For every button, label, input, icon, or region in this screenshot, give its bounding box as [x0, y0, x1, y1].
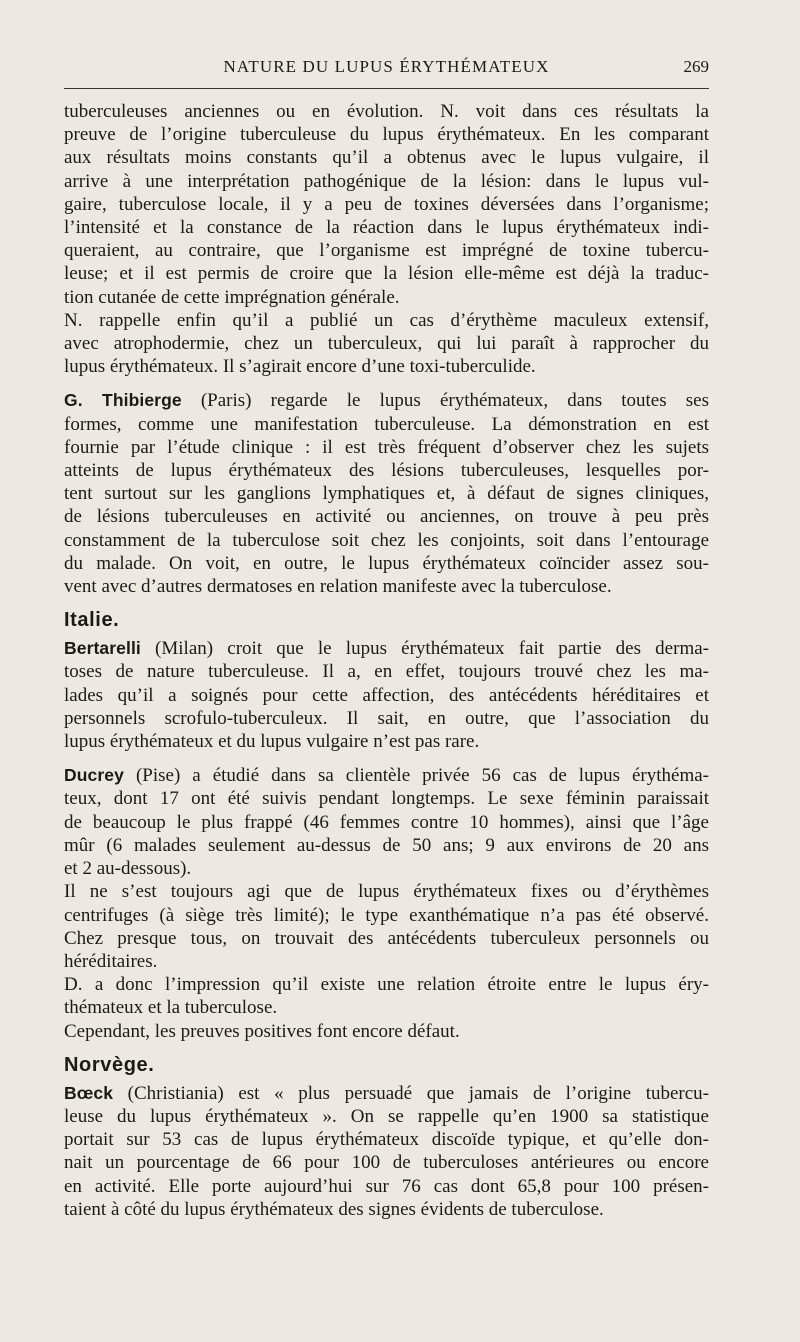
- author-name: Bœck: [64, 1082, 114, 1103]
- text-line: [64, 1082, 709, 1105]
- paragraph: [64, 764, 709, 880]
- header-rule: [64, 88, 709, 89]
- text-line: Il ne s’est toujours agi que de lupus érythémateux fixes ou d’érythèmes: [64, 881, 709, 903]
- text-line: aux résultats moins constants qu’il a obtenus avec le lupus vulgaire, il: [64, 147, 709, 169]
- line-text: (Christiania) est « plus persuadé que jamais de l’origine tubercu-: [113, 1082, 709, 1104]
- line-text: (Paris) regarde le lupus érythémateux, dans toutes ses: [181, 390, 709, 412]
- text-line: Cependant, les preuves positives font encore défaut.: [64, 1020, 460, 1042]
- text-line: leuse du lupus érythémateux ». On se rappelle qu’en 1900 sa statistique: [64, 1105, 709, 1127]
- text-line: du malade. On voit, en outre, le lupus érythémateux coïncider assez sou-: [64, 552, 709, 574]
- section-heading-italie: Italie.: [64, 609, 120, 632]
- section-heading-norvege: Norvège.: [64, 1053, 155, 1076]
- paragraph: [64, 100, 709, 309]
- text-line: formes, comme une manifestation tuberculeuse. La démonstration en est: [64, 413, 709, 435]
- text-line: personnels scrofulo-tuberculeux. Il sait, en outre, que l’association du: [64, 707, 709, 729]
- text-line: tion cutanée de cette imprégnation générale.: [64, 286, 400, 308]
- running-title: NATURE DU LUPUS ÉRYTHÉMATEUX: [223, 57, 550, 76]
- text-line: taient à côté du lupus érythémateux des signes évidents de tuberculose.: [64, 1198, 604, 1220]
- author-name: Ducrey: [64, 765, 124, 786]
- text-line: mûr (6 malades seulement au-dessus de 50 ans; 9 aux environs de 20 ans: [64, 834, 709, 856]
- author-name: G. Thibierge: [64, 390, 182, 411]
- running-header: [64, 57, 709, 83]
- paragraph: [64, 637, 709, 753]
- text-line: nait un pourcentage de 66 pour 100 de tuberculoses antérieures ou encore: [64, 1152, 709, 1174]
- text-line: en activité. Elle porte aujourd’hui sur 76 cas dont 65,8 pour 100 présen-: [64, 1175, 709, 1197]
- paragraph: [64, 309, 709, 379]
- text-line: thémateux et la tuberculose.: [64, 997, 278, 1019]
- text-line: teux, dont 17 ont été suivis pendant longtemps. Le sexe féminin paraissait: [64, 788, 709, 810]
- paragraph: [64, 1082, 709, 1221]
- text-line: preuve de l’origine tuberculeuse du lupus érythémateux. En les comparant: [64, 124, 709, 146]
- body-text: [64, 100, 709, 1221]
- text-line: Chez presque tous, on trouvait des antécédents tuberculeux personnels ou: [64, 927, 709, 949]
- text-line: D. a donc l’impression qu’il existe une relation étroite entre le lupus éry-: [64, 974, 709, 996]
- text-line: queraient, au contraire, que l’organisme est imprégné de toxine tubercu-: [64, 240, 709, 262]
- text-line: gaire, tuberculose locale, il y a peu de toxines déversées dans l’organisme;: [64, 193, 709, 215]
- text-line: lupus érythémateux. Il s’agirait encore d’une toxi-tuberculide.: [64, 356, 536, 378]
- text-line: avec atrophodermie, chez un tuberculeux, qui lui paraît à rapprocher du: [64, 333, 709, 355]
- author-name: Bertarelli: [64, 638, 141, 659]
- text-line: [64, 389, 709, 412]
- line-text: (Milan) croit que le lupus érythémateux fait partie des derma-: [140, 638, 709, 660]
- text-line: atteints de lupus érythémateux des lésions tuberculeuses, lesquelles por-: [64, 460, 709, 482]
- text-line: portait sur 53 cas de lupus érythémateux discoïde typique, et qu’elle don-: [64, 1129, 709, 1151]
- text-line: toses de nature tuberculeuse. Il a, en effet, toujours trouvé chez les ma-: [64, 661, 709, 683]
- text-line: vent avec d’autres dermatoses en relation manifeste avec la tuberculose.: [64, 576, 612, 598]
- page-number: 269: [683, 57, 709, 76]
- text-line: arrive à une interprétation pathogénique de la lésion: dans le lupus vul-: [64, 170, 709, 192]
- paragraph: [64, 1020, 709, 1043]
- paragraph: [64, 973, 709, 1019]
- text-line: lupus érythémateux et du lupus vulgaire n’est pas rare.: [64, 731, 480, 753]
- text-line: tuberculeuses anciennes ou en évolution. N. voit dans ces résultats la: [64, 101, 709, 122]
- paragraph: [64, 880, 709, 973]
- text-line: de beaucoup le plus frappé (46 femmes contre 10 hommes), ainsi que l’âge: [64, 811, 709, 833]
- text-line: leuse; et il est permis de croire que la lésion elle-même est déjà la traduc-: [64, 263, 709, 285]
- line-text: (Pise) a étudié dans sa clientèle privée 56 cas de lupus érythéma-: [123, 765, 709, 787]
- text-line: héréditaires.: [64, 950, 158, 972]
- text-line: l’intensité et la constance de la réaction dans le lupus érythémateux indi-: [64, 217, 709, 239]
- text-line: et 2 au-dessous).: [64, 858, 192, 880]
- text-line: constamment de la tuberculose soit chez les conjoints, soit dans l’entourage: [64, 529, 709, 551]
- text-line: N. rappelle enfin qu’il a publié un cas d’érythème maculeux extensif,: [64, 309, 709, 331]
- paragraph: [64, 389, 709, 598]
- text-line: [64, 637, 709, 660]
- text-line: centrifuges (à siège très limité); le type exanthématique n’a pas été observé.: [64, 904, 709, 926]
- text-line: tent surtout sur les ganglions lymphatiques et, à défaut de signes cliniques,: [64, 483, 709, 505]
- text-line: de lésions tuberculeuses en activité ou anciennes, on trouve à peu près: [64, 506, 709, 528]
- text-line: fournie par l’étude clinique : il est très fréquent d’observer chez les sujets: [64, 436, 709, 458]
- text-line: [64, 764, 709, 787]
- text-line: lades qu’il a soignés pour cette affection, des antécédents héréditaires et: [64, 684, 709, 706]
